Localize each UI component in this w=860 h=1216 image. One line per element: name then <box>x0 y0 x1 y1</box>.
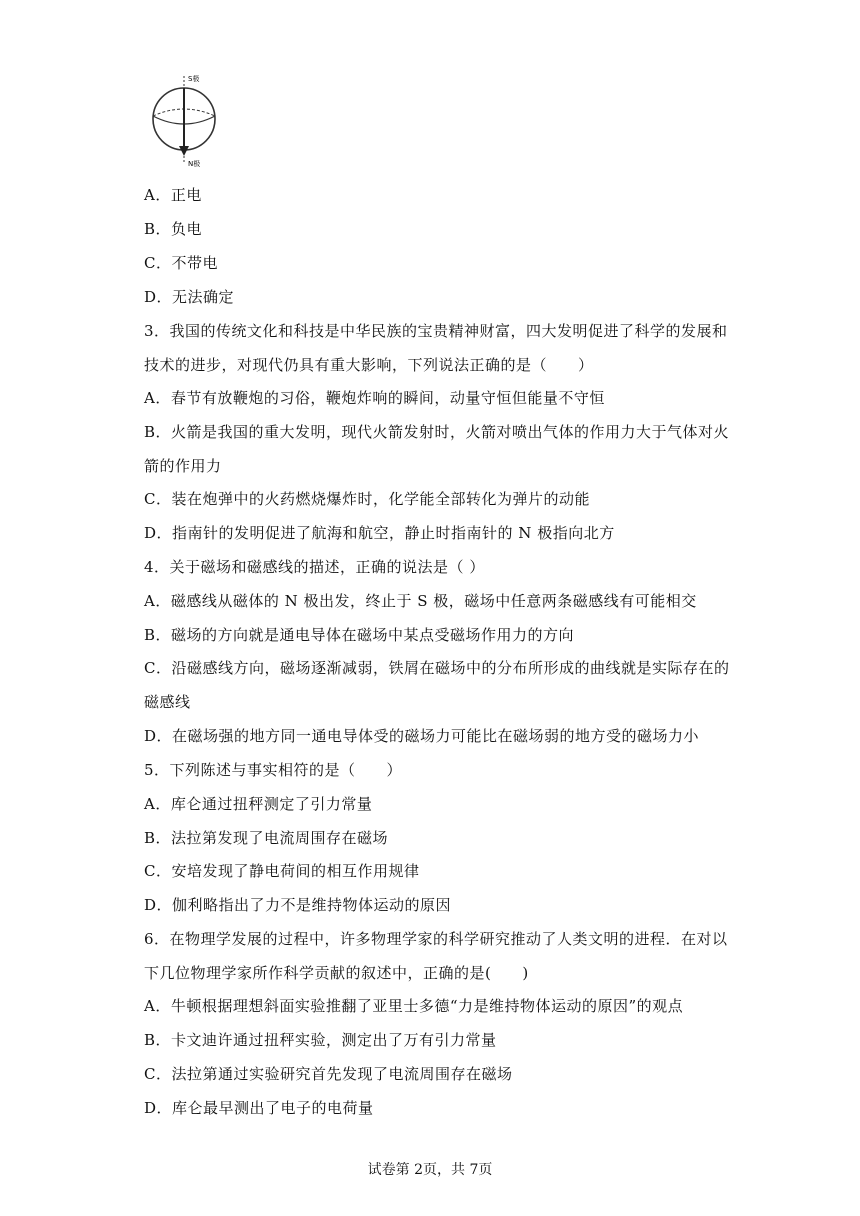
option-a-q4: A．磁感线从磁体的 N 极出发，终止于 S 极，磁场中任意两条磁感线有可能相交 <box>144 592 697 610</box>
option-b-q3-line-1: B．火箭是我国的重大发明，现代火箭发射时，火箭对喷出气体的作用力大于气体对火 <box>144 423 730 441</box>
option-d-q4: D．在磁场强的地方同一通电导体受的磁场力可能比在磁场弱的地方受的磁场力小 <box>144 727 700 745</box>
question-3-line-2: 技术的进步，对现代仍具有重大影响，下列说法正确的是（ ） <box>144 356 594 374</box>
question-5: 5．下列陈述与事实相符的是（ ） <box>144 761 403 779</box>
option-c-q4-line-1: C．沿磁感线方向，磁场逐渐减弱，铁屑在磁场中的分布所形成的曲线就是实际存在的 <box>144 659 730 677</box>
option-d-q2: D．无法确定 <box>144 288 235 306</box>
option-b-q6: B．卡文迪许通过扭秤实验，测定出了万有引力常量 <box>144 1031 497 1049</box>
option-b-q5: B．法拉第发现了电流周围存在磁场 <box>144 829 389 847</box>
option-c-q5: C．安培发现了静电荷间的相互作用规律 <box>144 862 420 880</box>
n-pole-label: N极 <box>188 160 201 168</box>
question-4: 4．关于磁场和磁感线的描述，正确的说法是（ ） <box>144 558 485 576</box>
question-3-line-1: 3．我国的传统文化和科技是中华民族的宝贵精神财富，四大发明促进了科学的发展和 <box>144 322 728 340</box>
option-c-q4-line-2: 磁感线 <box>144 693 191 711</box>
option-d-q5: D．伽利略指出了力不是维持物体运动的原因 <box>144 896 452 914</box>
option-c-q3: C．装在炮弹中的火药燃烧爆炸时，化学能全部转化为弹片的动能 <box>144 490 590 508</box>
option-b-q2: B．负电 <box>144 220 203 238</box>
option-d-q6: D．库仑最早测出了电子的电荷量 <box>144 1099 374 1117</box>
option-a-q2: A．正电 <box>144 186 202 204</box>
option-a-q3: A．春节有放鞭炮的习俗，鞭炮炸响的瞬间，动量守恒但能量不守恒 <box>144 389 605 407</box>
sphere-diagram <box>146 72 226 170</box>
page-footer: 试卷第 2页，共 7页 <box>367 1162 493 1178</box>
option-b-q3-line-2: 箭的作用力 <box>144 457 222 475</box>
option-b-q4: B．磁场的方向就是通电导体在磁场中某点受磁场作用力的方向 <box>144 626 575 644</box>
option-a-q6: A．牛顿根据理想斜面实验推翻了亚里士多德“力是维持物体运动的原因”的观点 <box>144 997 684 1015</box>
question-6-line-1: 6．在物理学发展的过程中，许多物理学家的科学研究推动了人类文明的进程．在对以 <box>144 930 728 948</box>
arrow-head <box>179 146 189 156</box>
earth-magnetic-axis-figure <box>146 72 226 170</box>
s-pole-label: S极 <box>188 75 200 83</box>
option-c-q6: C．法拉第通过实验研究首先发现了电流周围存在磁场 <box>144 1065 513 1083</box>
question-6-line-2: 下几位物理学家所作科学贡献的叙述中，正确的是( ) <box>144 964 529 982</box>
option-d-q3: D．指南针的发明促进了航海和航空，静止时指南针的 N 极指向北方 <box>144 524 615 542</box>
option-c-q2: C．不带电 <box>144 254 218 272</box>
option-a-q5: A．库仑通过扭秤测定了引力常量 <box>144 795 373 813</box>
